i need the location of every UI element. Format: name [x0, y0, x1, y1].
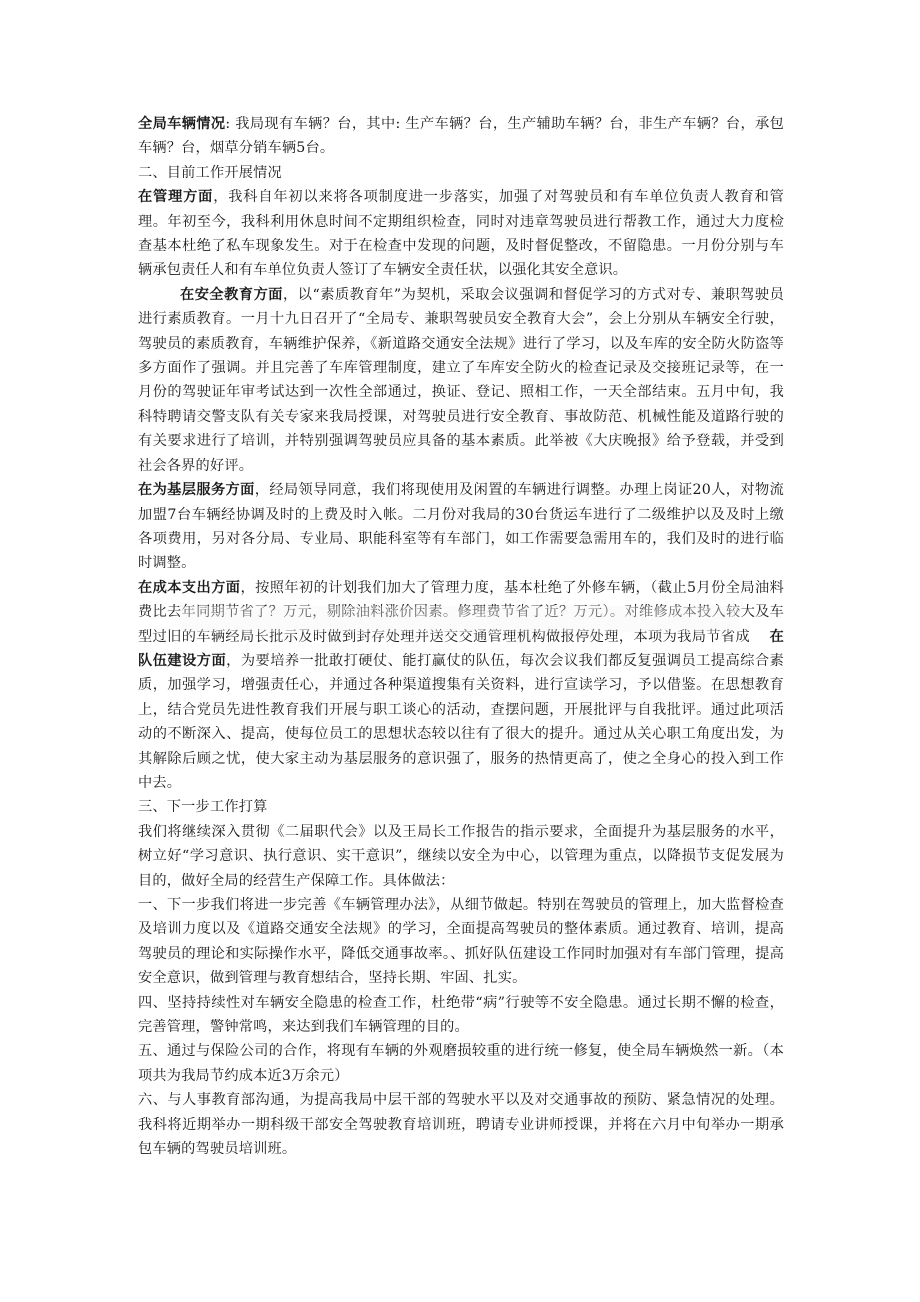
- paragraph-text: ，我科自年初以来将各项制度进一步落实，加强了对驾驶员和有车单位负责人教育和管理。年初至今，我科利用休息时间不定期组织检查，同时对违章驾驶员进行帮教工作，通过大力度检查基本杜绝了私车现象发生。对于在检查中发现的问题，及时督促整改，不留隐患。一月份分别与车辆承包责任人和有车单位负责人签订了车辆安全责任状，以强化其安全意识。: [138, 189, 784, 279]
- document-body: [138, 112, 784, 1161]
- section-heading-next-steps: 三、下一步工作打算: [138, 799, 268, 816]
- paragraph-safety-education: [138, 283, 784, 478]
- section-heading-current-work: 二、目前工作开展情况: [138, 164, 282, 181]
- paragraph-cost-and-team: [138, 576, 784, 796]
- paragraph-heading: 全局车辆情况: [138, 116, 226, 132]
- paragraph-management: [138, 185, 784, 283]
- paragraph-plan-item-1: 一、下一步我们将进一步完善《车辆管理办法》，从细节做起。特别在驾驶员的管理上，加大监督检查及培训力度以及《道路交通安全法规》的学习，全面提高驾驶员的整体素质。通过教育、培训，提高驾驶员的理论和实际操作水平，降低交通事故率。、抓好队伍建设工作同时加强对有车部门管理，提高安全意识，做到管理与教育想结合，坚持长期、牢固、扎实。: [138, 897, 784, 987]
- paragraph-vehicle-overview: [138, 112, 784, 161]
- paragraph-heading: 在管理方面: [138, 189, 214, 206]
- paragraph-text: ，以“素质教育年”为契机，采取会议强调和督促学习的方式对专、兼职驾驶员进行素质教育。一月十九日召开了“全局专、兼职驾驶员安全教育大会”，会上分别从车辆安全行驶，驾驶员的素质教育，车辆维护保养，《新道路交通安全法规》进行了学习，以及车库的安全防火防盗等多方面作了强调。并且完善了车库管理制度，建立了车库安全防火的检查记录及交接班记录等，在一月份的驾驶证年审考试达到一次性全部通过，换证、登记、照相工作，一天全部结束。五月中旬，我科特聘请交警支队有关专家来我局授课，对驾驶员进行安全教育、事故防范、机械性能及道路行驶的有关要求进行了培训，并特别强调驾驶员应具备的基本素质。此举被《大庆晚报》给予登载，并受到社会各界的好评。: [138, 286, 784, 474]
- paragraph-text: ，经局领导同意，我们将现使用及闲置的车辆进行调整。办理上岗证20人，对物流加盟7台车辆经协调及时的上费及时入帐。二月份对我局的30台货运车进行了二级维护以及及时上缴各项费用，另对各分局、专业局、职能科室等有车部门，如工作需要急需用车的，我们及时的进行临时调整。: [138, 482, 784, 572]
- paragraph-text: ，为要培养一批敢打硬仗、能打赢仗的队伍，每次会议我们都反复强调员工提高综合素质，加强学习，增强责任心，并通过各种渠道搜集有关资料，进行宣读学习，予以借鉴。在思想教育上，结合党员先进性教育我们开展与职工谈心的活动，查摆问题，开展批评与自我批评。通过此项活动的不断深入、提高，使每位员工的思想状态较以往有了很大的提升。通过从关心职工角度出发，为其解除后顾之忧，使大家主动为基层服务的意识强了，服务的热情更高了，使之全身心的投入到工作中去。: [138, 652, 785, 791]
- paragraph-grassroots-service: [138, 478, 784, 576]
- paragraph-text: ，按照年初的计划我们加大了管理力度，基本杜绝了外修车辆，（截止5月份全局油料费比去年同期节省了？万元，剔除油料涨价因素。修理费节省了近？万元）。对维修成本投入较大及车型过旧的车辆经局长批示及时做到封存处理并送交交通管理机构做报停处理，本项为我局节省成: [138, 579, 784, 645]
- paragraph-plan-intro: 我们将继续深入贯彻《二届职代会》以及王局长工作报告的指示要求，全面提升为基层服务的水平，树立好“学习意识、执行意识、实干意识”，继续以安全为中心，以管理为重点，以降损节支促发展为目的，做好全局的经营生产保障工作。具体做法：: [138, 823, 784, 889]
- paragraph-plan-item-4: 四、坚持持续性对车辆安全隐患的检查工作，杜绝带“病”行驶等不安全隐患。通过长期不懈的检查，完善管理，警钟常鸣，来达到我们车辆管理的目的。: [138, 994, 784, 1036]
- paragraph-heading: 在成本支出方面: [138, 579, 241, 596]
- paragraph-heading-team: 在队伍建设方面: [138, 628, 784, 669]
- paragraph-heading: 在安全教育方面: [180, 286, 284, 303]
- paragraph-plan-item-6: 六、与人事教育部沟通，为提高我局中层干部的驾驶水平以及对交通事故的预防、紧急情况的处理。我科将近期举办一期科级干部安全驾驶教育培训班，聘请专业讲师授课，并将在六月中旬举办一期承包车辆的驾驶员培训班。: [138, 1092, 784, 1158]
- paragraph-heading: 在为基层服务方面: [138, 482, 255, 499]
- paragraph-text: : 我局现有车辆？台，其中: 生产车辆？台，生产辅助车辆？台，非生产车辆？台，承包车辆？台，烟草分销车辆5台。: [138, 116, 784, 157]
- paragraph-plan-item-5: 五、通过与保险公司的合作，将现有车辆的外观磨损较重的进行统一修复，使全局车辆焕然一新。（本项共为我局节约成本近3万余元）: [138, 1043, 784, 1084]
